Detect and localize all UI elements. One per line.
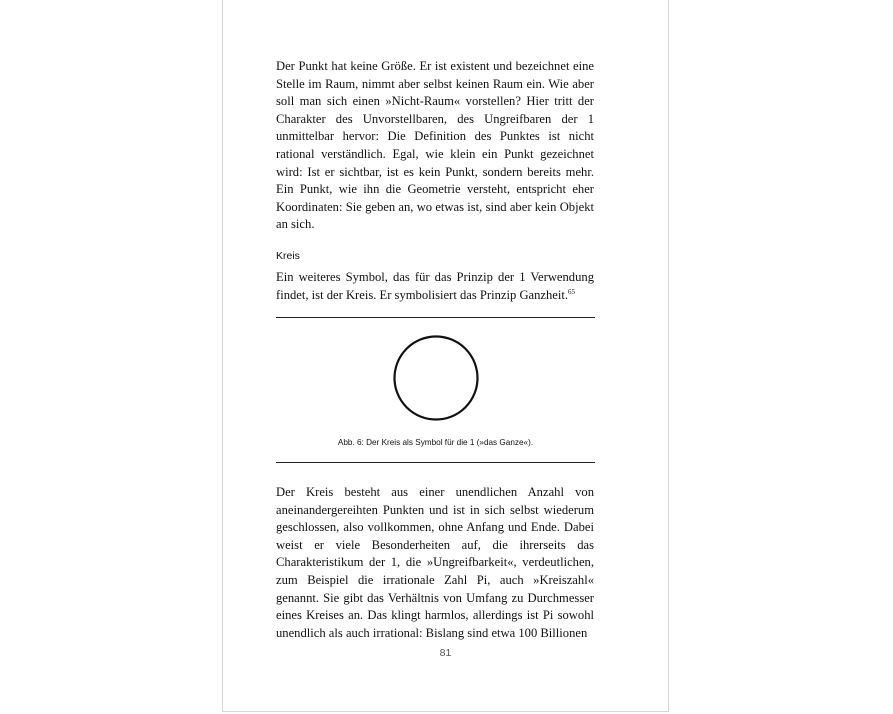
figure-rule-top <box>276 317 595 318</box>
paragraph-kreis-body: Der Kreis besteht aus einer unendlichen Anzahl von aneinandergereihten Punkten und ist in sich selbst wiederum geschlossen, also vollkommen, ohne Anfang und Ende. Dabei weist er viele Besonderheiten auf, die ihrerseits das Charakteristikum der 1, die »Ungreifbarkeit«, verdeutlichen, zum Beispiel die irrationale Zahl Pi, auch »Kreiszahl« genannt. Sie gibt das Verhältnis von Umfang zu Durchmesser eines Kreises an. Das klingt harmlos, allerdings ist Pi sowohl unendlich als auch irrational: Bislang sind etwa 100 Billionen <box>276 485 594 640</box>
circle-figure <box>392 334 480 422</box>
figure-rule-bottom <box>276 462 595 463</box>
figure-caption: Abb. 6: Der Kreis als Symbol für die 1 (»das Ganze«). <box>337 438 534 447</box>
footnote-reference[interactable]: 65 <box>568 287 576 296</box>
paragraph-punkt: Der Punkt hat keine Größe. Er ist existent und bezeichnet eine Stelle im Raum, nimmt aber selbst keinen Raum ein. Wie aber soll man sich einen »Nicht-Raum« vorstellen? Hier tritt der Charakter des Unvorstellbaren, des Ungreifbaren der 1 unmittelbar hervor: Die Definition des Punktes ist nicht rational verständlich. Egal, wie klein ein Punkt gezeichnet wird: Ist er sichtbar, ist es kein Punkt, sondern bereits mehr. Ein Punkt, wie ihn die Geometrie versteht, entspricht eher Koordinaten: Sie geben an, wo etwas ist, sind aber kein Objekt an sich. <box>276 59 594 232</box>
page-number: 81 <box>439 647 452 659</box>
book-page <box>222 0 669 712</box>
kreis-intro-text: Ein weiteres Symbol, das für das Prinzip der 1 Verwendung findet, ist der Kreis. Er symbolisiert das Prinzip Ganzheit. <box>276 270 594 302</box>
circle-shape <box>395 337 478 420</box>
section-heading-kreis: Kreis <box>276 250 300 262</box>
paragraph-kreis-intro <box>276 269 594 304</box>
